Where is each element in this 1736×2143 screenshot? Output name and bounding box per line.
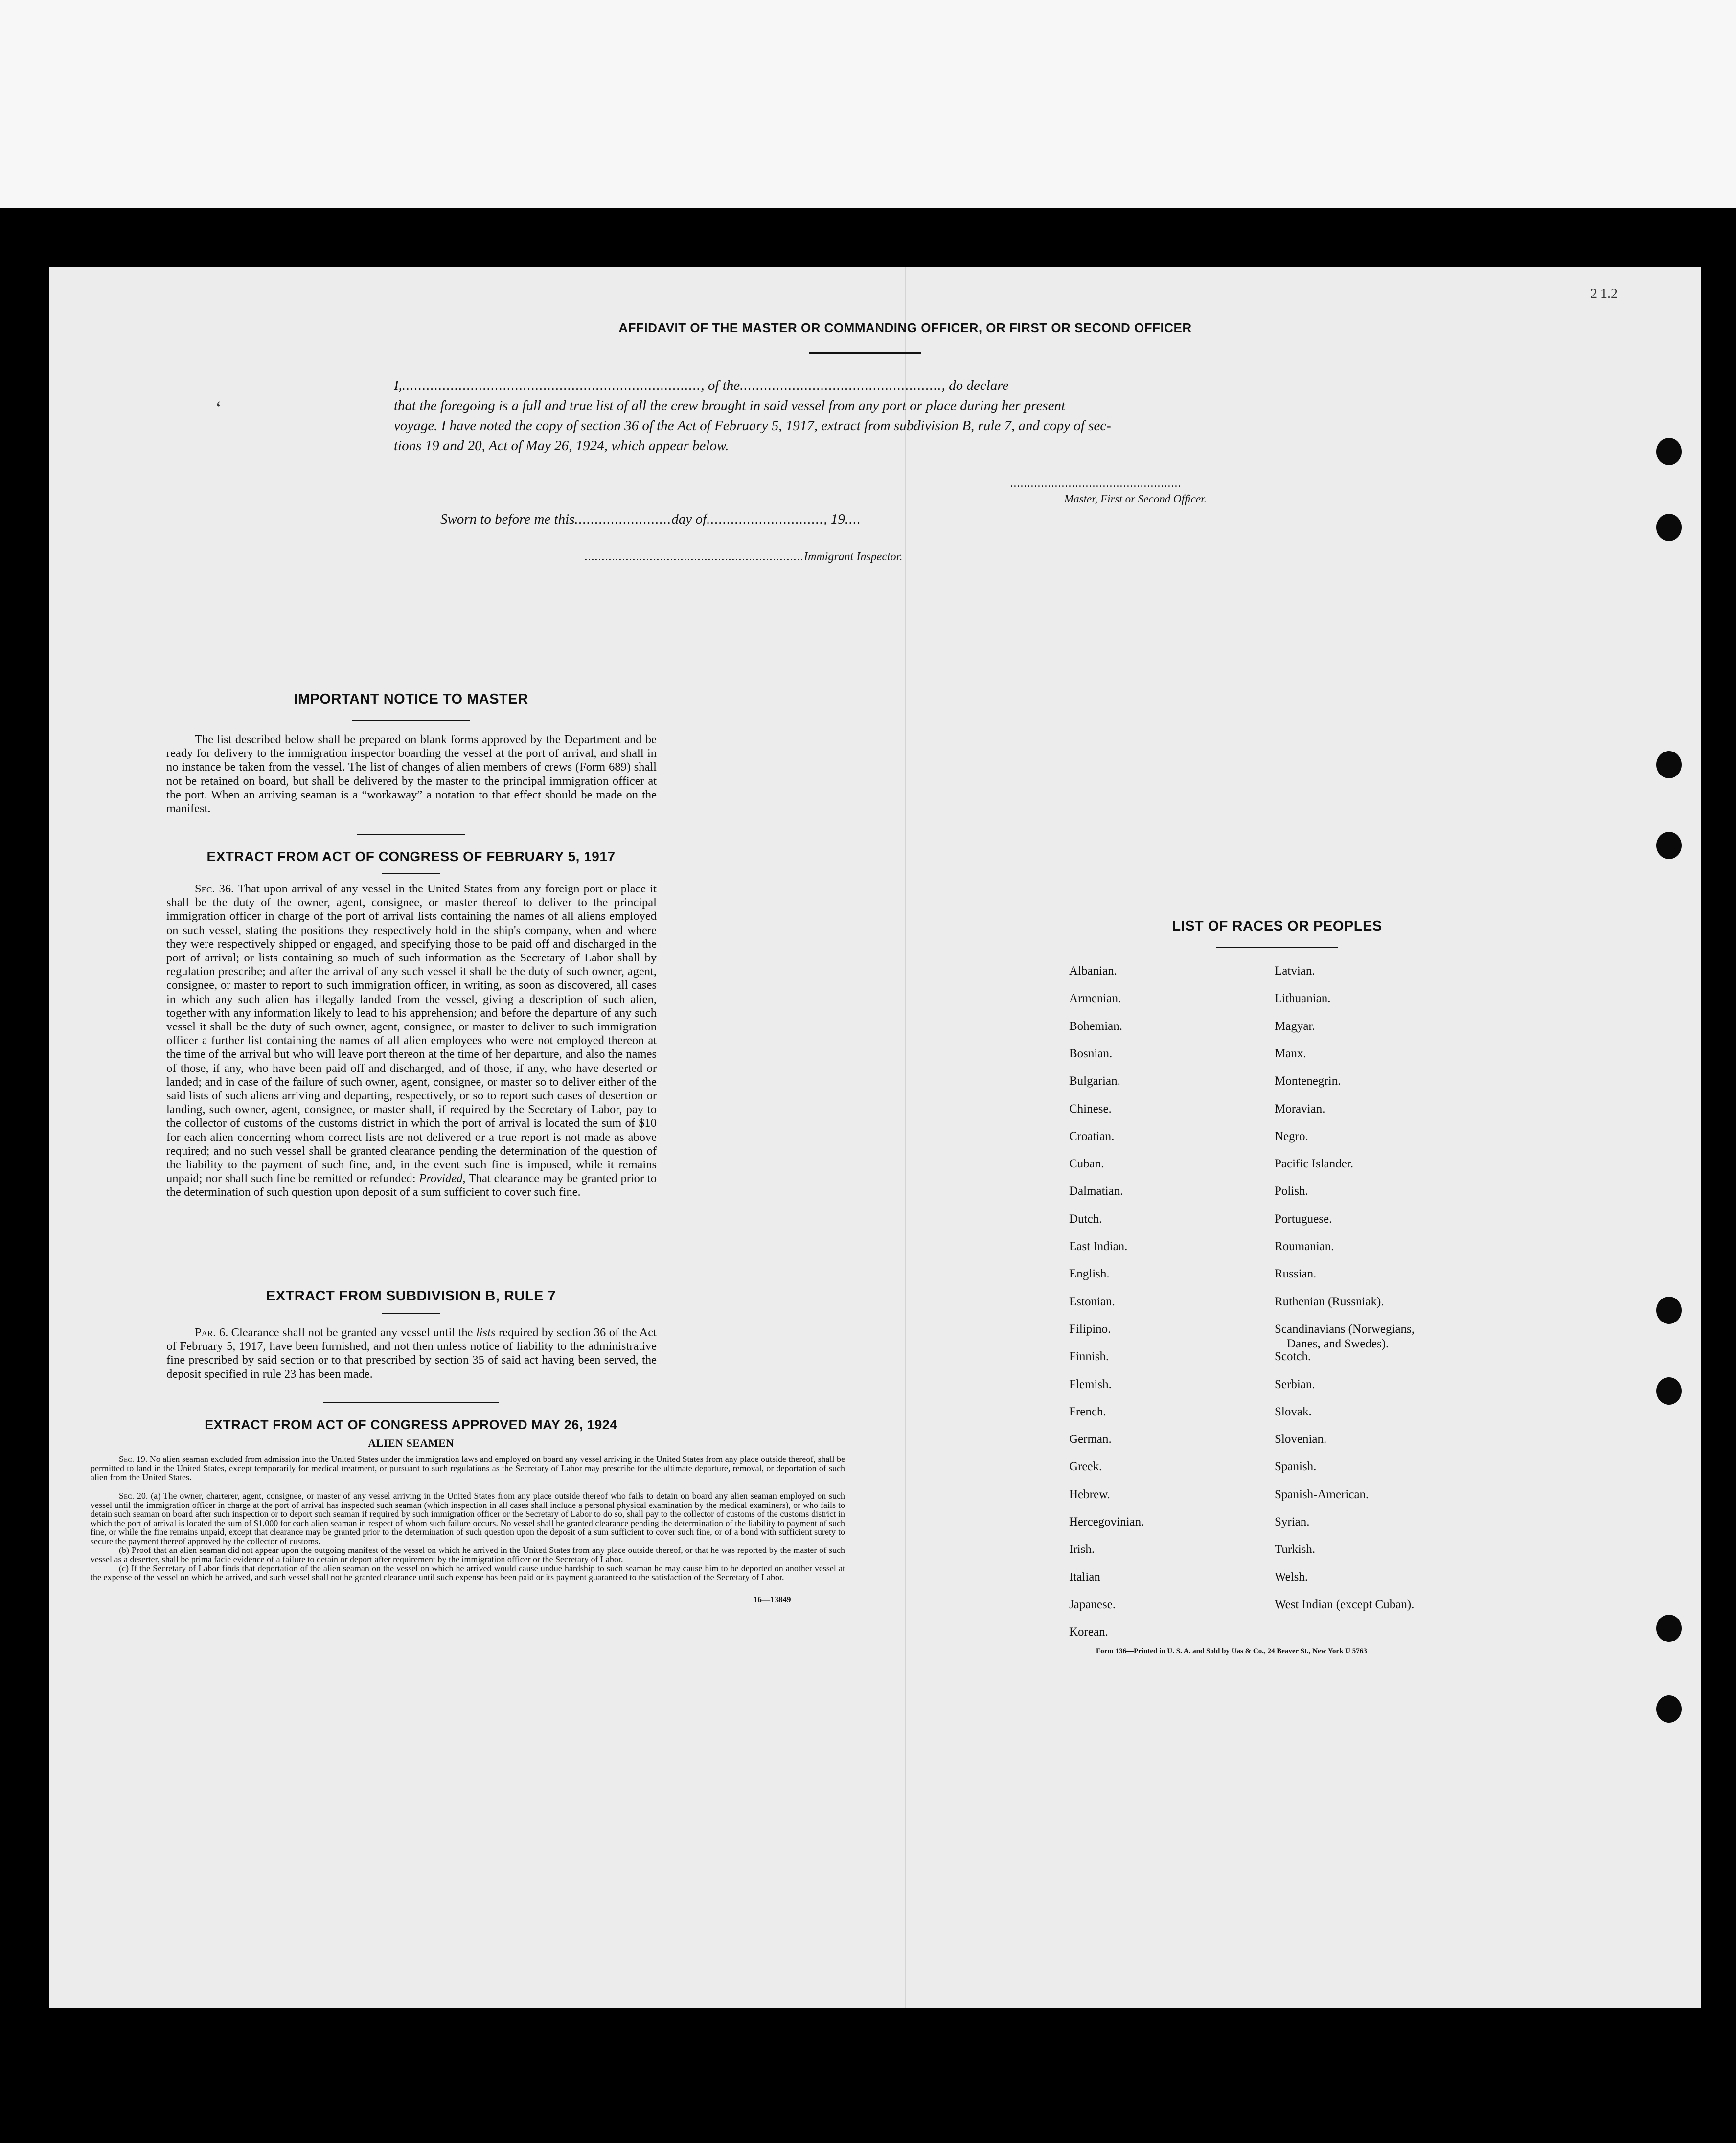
- rule-7-title: EXTRACT FROM SUBDIVISION B, RULE 7: [266, 1288, 556, 1304]
- rule-7-end-rule: [323, 1402, 499, 1403]
- race-item: Flemish.: [1069, 1378, 1112, 1391]
- race-item: Bohemian.: [1069, 1020, 1123, 1033]
- race-item: Scotch.: [1275, 1350, 1311, 1363]
- margin-mark: ‘: [215, 397, 222, 419]
- race-item: Lithuanian.: [1275, 992, 1331, 1005]
- act-1924-sec-20a: Sec. 20. (a) The owner, charterer, agent, consignee, or master of any vessel arriving in the United States from any place outside thereof who fails to detain on board any alien seaman employed on such vessel until the immigration officer in charge at the port of arrival has inspected such seaman (which inspection in all cases shall include a personal physical examination by the medical examiners), or who fails to detain such seaman on board after such inspection or to deport such seaman if required by such immigration officer or the Secretary of Labor to do so, shall pay to the collector of customs of the customs district in which the port of arrival is located the sum of $1,000 for each alien seaman in respect of whom such failure occurs. No vessel shall be granted clearance pending the determination of the liability to payment of such fine, or while the fine remains unpaid, except that clearance may be granted prior to the determination of such question upon the deposit of a sum sufficient to cover such fine, or of a bond with sufficient surety to secure the payment thereof approved by the collector of customs.: [91, 1491, 845, 1546]
- notice-rule: [352, 720, 470, 721]
- act-1924-sec-20b: (b) Proof that an alien seaman did not appear upon the outgoing manifest of the vessel on which he arrived in the United States from any place outside thereof, or that he was reported by the master of such vessel as a deserter, shall be prima facie evidence of a failure to detain or deport after requirement by the immigration officer or the Secretary of Labor.: [91, 1545, 845, 1564]
- race-item: English.: [1069, 1267, 1110, 1280]
- race-item: Irish.: [1069, 1543, 1095, 1556]
- sworn-line: Sworn to before me this........................day of............................., 19....: [440, 511, 861, 527]
- race-item: Montenegrin.: [1275, 1074, 1341, 1088]
- punch-hole: [1656, 514, 1682, 541]
- race-item: Portuguese.: [1275, 1212, 1332, 1226]
- race-item: Spanish-American.: [1275, 1488, 1369, 1501]
- race-item: Scandinavians (Norwegians,: [1275, 1322, 1415, 1336]
- punch-hole: [1656, 1297, 1682, 1324]
- races-title: LIST OF RACES OR PEOPLES: [1172, 918, 1382, 934]
- act-1924-subtitle: ALIEN SEAMEN: [368, 1437, 454, 1449]
- page-fold: [905, 267, 906, 2008]
- race-item: Spanish.: [1275, 1460, 1317, 1473]
- race-item: Negro.: [1275, 1130, 1308, 1143]
- act-1924-title: EXTRACT FROM ACT OF CONGRESS APPROVED MAY 26, 1924: [205, 1417, 617, 1432]
- rule-7-text: Par. 6. Clearance shall not be granted any vessel until the lists required by section 36 of the Act of February 5, 1917, have been furnished, and not then unless notice of liability to the administrative fine prescribed by said section or to that prescribed by section 35 of said act having been served, the deposit specified in rule 23 has been made.: [166, 1326, 657, 1381]
- rule-7-rule: [382, 1313, 440, 1314]
- race-item: German.: [1069, 1433, 1112, 1446]
- race-item: Greek.: [1069, 1460, 1102, 1473]
- scanner-bottom-margin: [0, 2011, 1736, 2143]
- punch-hole: [1656, 438, 1682, 465]
- declaration-line-1: I,.........................................................................., of the.................................................., do declare: [394, 378, 1009, 393]
- punch-hole: [1656, 1695, 1682, 1723]
- race-item: Pacific Islander.: [1275, 1157, 1354, 1170]
- race-item: Croatian.: [1069, 1130, 1115, 1143]
- race-item: Polish.: [1275, 1185, 1308, 1198]
- corner-mark: 2 1.2: [1590, 286, 1618, 301]
- race-item: Japanese.: [1069, 1598, 1116, 1611]
- punch-hole: [1656, 1615, 1682, 1642]
- race-item: Turkish.: [1275, 1543, 1316, 1556]
- race-item: Danes, and Swedes).: [1287, 1337, 1389, 1350]
- printer-footer: Form 136—Printed in U. S. A. and Sold by Uas & Co., 24 Beaver St., New York U 5763: [1096, 1647, 1367, 1655]
- form-page: [49, 267, 1701, 2008]
- race-item: Magyar.: [1275, 1020, 1315, 1033]
- race-item: Manx.: [1275, 1047, 1306, 1060]
- race-item: West Indian (except Cuban).: [1275, 1598, 1415, 1611]
- punch-hole: [1656, 751, 1682, 778]
- master-signature-label: Master, First or Second Officer.: [1064, 493, 1207, 505]
- act-1924-sec-19: Sec. 19. No alien seaman excluded from admission into the United States under the immigration laws and employed on board any vessel arriving in the United States from any place outside thereof, shall be permitted to land in the United States, except temporarily for medical treatment, or pursuant to such regulations as the Secretary of Labor may prescribe for the ultimate departure, removal, or deportation of such alien from the United States.: [91, 1454, 845, 1482]
- race-item: Filipino.: [1069, 1322, 1111, 1336]
- declaration-line-2: that the foregoing is a full and true list of all the crew brought in said vessel from any port or place during her present: [394, 398, 1066, 413]
- races-rule: [1216, 947, 1338, 948]
- race-item: Syrian.: [1275, 1515, 1310, 1528]
- race-item: Moravian.: [1275, 1102, 1325, 1116]
- race-item: Estonian.: [1069, 1295, 1115, 1308]
- race-item: Korean.: [1069, 1625, 1108, 1639]
- punch-hole: [1656, 1377, 1682, 1405]
- race-item: French.: [1069, 1405, 1106, 1418]
- punch-hole: [1656, 832, 1682, 859]
- race-item: Dutch.: [1069, 1212, 1102, 1226]
- race-item: Dalmatian.: [1069, 1185, 1123, 1198]
- race-item: Bulgarian.: [1069, 1074, 1120, 1088]
- master-signature-line: ..................................................: [1010, 477, 1182, 490]
- act-1917-title: EXTRACT FROM ACT OF CONGRESS OF FEBRUARY 5, 1917: [206, 849, 616, 864]
- race-item: Chinese.: [1069, 1102, 1112, 1116]
- race-item: Italian: [1069, 1571, 1100, 1584]
- race-item: Hercegovinian.: [1069, 1515, 1144, 1528]
- notice-end-rule: [357, 834, 465, 835]
- notice-title: IMPORTANT NOTICE TO MASTER: [294, 691, 528, 707]
- race-item: Finnish.: [1069, 1350, 1109, 1363]
- race-item: Latvian.: [1275, 964, 1315, 978]
- scanner-top-margin: [0, 0, 1736, 208]
- inspector-signature-line: ................................................................Immigrant Inspector.: [585, 550, 903, 563]
- form-number: 16—13849: [754, 1595, 791, 1604]
- race-item: Armenian.: [1069, 992, 1121, 1005]
- race-item: Cuban.: [1069, 1157, 1104, 1170]
- race-item: Hebrew.: [1069, 1488, 1110, 1501]
- affidavit-rule: [809, 352, 921, 354]
- notice-text: The list described below shall be prepared on blank forms approved by the Department and be ready for delivery to the immigration inspector boarding the vessel at the port of arrival, and shall in no instance be taken from the vessel. The list of changes of alien members of crews (Form 689) shall not be retained on board, but shall be delivered by the master to the principal immigration officer at the port. When an arriving seaman is a “workaway” a notation to that effect should be made on the manifest.: [166, 733, 657, 816]
- declaration-line-4: tions 19 and 20, Act of May 26, 1924, which appear below.: [394, 438, 729, 454]
- race-item: Bosnian.: [1069, 1047, 1113, 1060]
- act-1924-sec-20c: (c) If the Secretary of Labor finds that deportation of the alien seaman on the vessel on which he arrived would cause undue hardship to such seaman he may cause him to be deported on another vessel at the expense of the vessel on which he arrived, and such vessel shall not be granted clearance until such expense has been paid or its payment guaranteed to the satisfaction of the Secretary of Labor.: [91, 1563, 845, 1582]
- race-item: Slovenian.: [1275, 1433, 1327, 1446]
- race-item: Ruthenian (Russniak).: [1275, 1295, 1384, 1308]
- race-item: Slovak.: [1275, 1405, 1312, 1418]
- declaration-line-3: voyage. I have noted the copy of section 36 of the Act of February 5, 1917, extract from subdivision B, rule 7, and copy of sec-: [394, 418, 1111, 433]
- race-item: Welsh.: [1275, 1571, 1308, 1584]
- race-item: Serbian.: [1275, 1378, 1315, 1391]
- race-item: Russian.: [1275, 1267, 1317, 1280]
- race-item: Albanian.: [1069, 964, 1117, 978]
- act-1917-text: Sec. 36. That upon arrival of any vessel in the United States from any foreign port or place it shall be the duty of the owner, agent, consignee, or master thereof to deliver to the principal immigration officer in charge of the port of arrival lists containing the names of all aliens employed on such vessel, stating the positions they respectively hold in the ship's company, when and where they were respectively shipped or engaged, and specifying those to be paid off and discharged in the port of arrival; or lists containing so much of such information as the Secretary of Labor shall by regulation prescribe; and after the arrival of any such vessel it shall be the duty of such owner, agent, consignee, or master to report to such immigration officer, in writing, as soon as discovered, all cases in which any such alien has illegally landed from the vessel, giving a description of such alien, together with any information likely to lead to his apprehension; and before the departure of any such vessel it shall be the duty of such owner, agent, consignee, or master to deliver to such immigration officer a further list containing the names of all alien employees who were not employed thereon at the time of the arrival but who will leave port thereon at the time of her departure, and also the names of those, if any, who have been paid off and discharged, and of those, if any, who have deserted or landed; and in case of the failure of such owner, agent, consignee, or master so to deliver either of the said lists of such aliens arriving and departing, respectively, or so to report such cases of desertion or landing, such owner, agent, consignee, or master shall, if required by the Secretary of Labor, pay to the collector of customs of the customs district in which the port of arrival is located the sum of $10 for each alien concerning whom correct lists are not delivered or a true report is not made as above required; and no such vessel shall be granted clearance pending the determination of the question of the liability to the payment of such fine, and, in the event such fine is imposed, while it remains unpaid; nor shall such fine be remitted or refunded: Provided, That clearance may be granted prior to the determination of such question upon deposit of a sum sufficient to cover such fine.: [166, 882, 657, 1199]
- race-item: East Indian.: [1069, 1240, 1128, 1253]
- race-item: Roumanian.: [1275, 1240, 1334, 1253]
- affidavit-title: AFFIDAVIT OF THE MASTER OR COMMANDING OFFICER, OR FIRST OR SECOND OFFICER: [618, 320, 1192, 335]
- act-1917-rule: [382, 873, 440, 874]
